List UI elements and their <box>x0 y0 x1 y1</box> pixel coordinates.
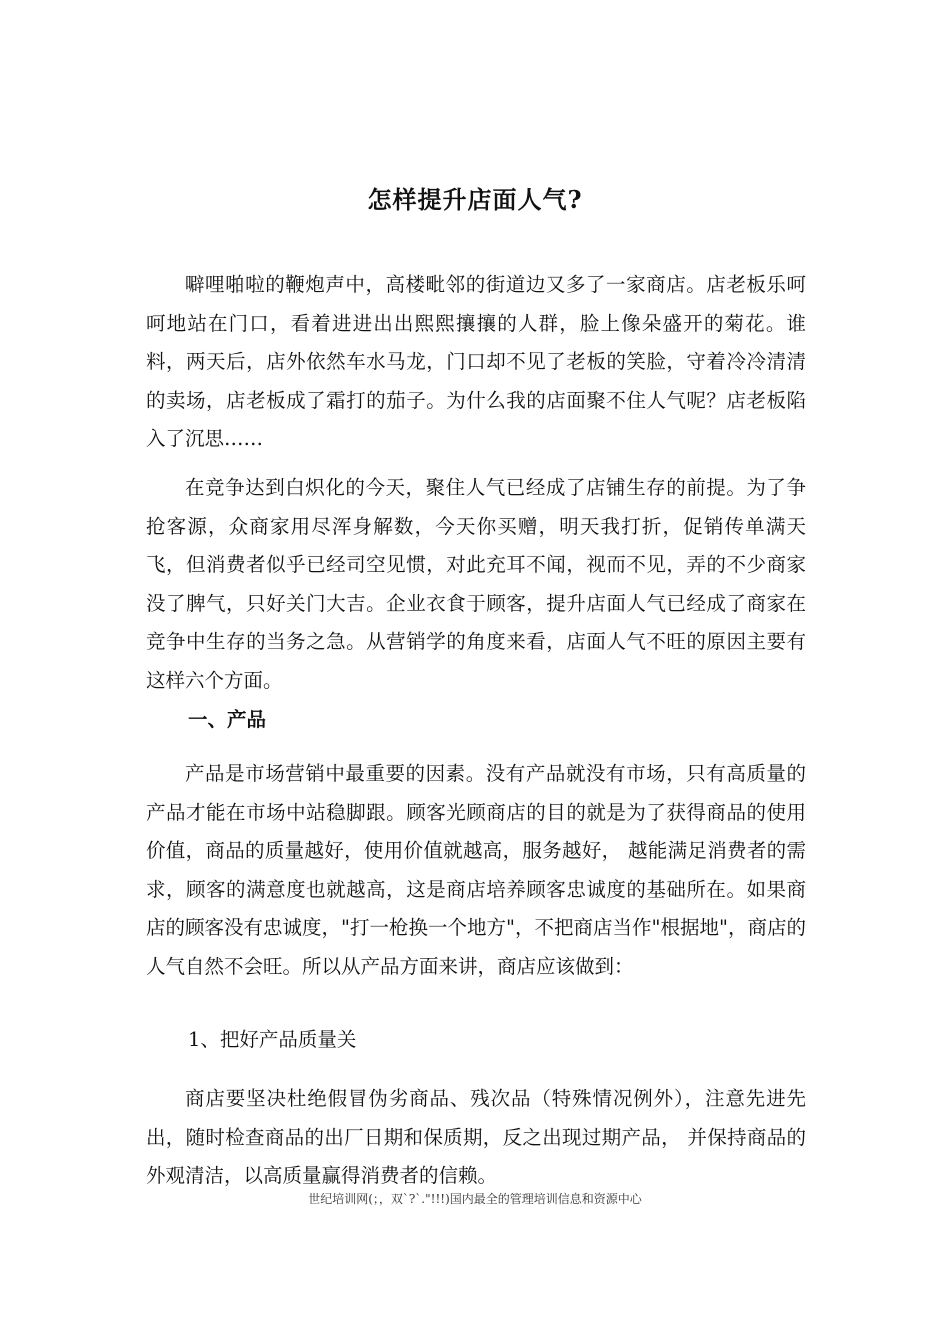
intro-paragraph: 噼哩啪啦的鞭炮声中，高楼毗邻的街道边又多了一家商店。店老板乐呵呵地站在门口，看着进进出出熙熙攘攘的人群，脸上像朵盛开的菊花。谁料，两天后，店外依然车水马龙，门口却不见了老板的笑脸，守着冷冷清清的卖场，店老板成了霜打的茄子。为什么我的店面聚不住人气呢？店老板陷入了沉思…… <box>146 273 806 450</box>
section-heading-product: 一、产品 <box>188 708 267 731</box>
document-title: 怎样提升店面人气? <box>367 185 583 214</box>
product-paragraph: 产品是市场营销中最重要的因素。没有产品就没有市场，只有高质量的产品才能在市场中站稳脚跟。顾客光顾商店的目的就是为了获得商品的使用价值，商品的质量越好，使用价值就越高，服务越好， 越能满足消费者的需求，顾客的满意度也就越高，这是商店培养顾客忠诚度的基础所在。如果商店的顾客没有忠诚度，"打一枪换一个地方"，不把商店当作"根据地"，商店的人气自然不会旺。所以从产品方面来讲，商店应该做到： <box>146 762 806 978</box>
subsection-heading-quality: 1、把好产品质量关 <box>188 1028 357 1051</box>
page-footer: 世纪培训网(；，双`?`."!!!)国内最全的管理培训信息和资源中心 <box>308 1192 642 1206</box>
quality-paragraph: 商店要坚决杜绝假冒伪劣商品、残次品（特殊情况例外），注意先进先出，随时检查商品的出厂日期和保质期，反之出现过期产品， 并保持商品的外观清洁，以高质量赢得消费者的信赖。 <box>146 1087 806 1187</box>
context-paragraph: 在竞争达到白炽化的今天，聚住人气已经成了店铺生存的前提。为了争抢客源，众商家用尽浑身解数，今天你买赠，明天我打折，促销传单满天飞，但消费者似乎已经司空见惯，对此充耳不闻，视而不见，弄的不少商家没了脾气，只好关门大吉。企业衣食于顾客，提升店面人气已经成了商家在竞争中生存的当务之急。从营销学的角度来看，店面人气不旺的原因主要有这样六个方面。 <box>146 476 806 692</box>
